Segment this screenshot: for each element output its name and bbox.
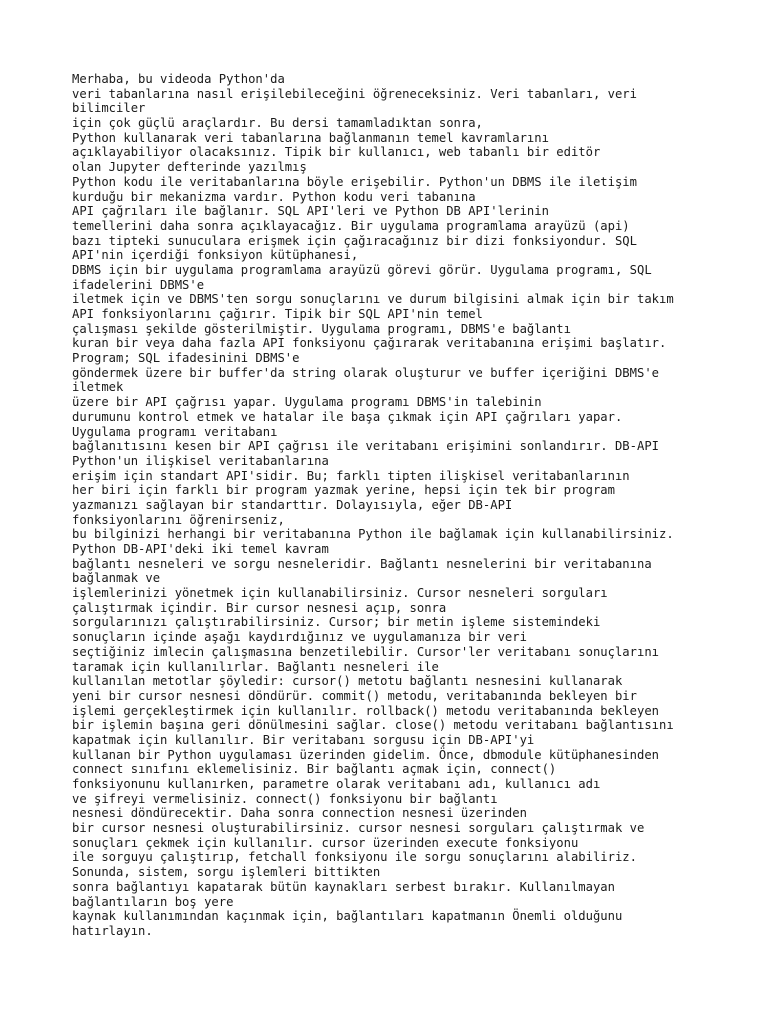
text-line: bağlantı nesneleri ve sorgu nesneleridir. Bağlantı nesnelerini bir veritabanına [72,556,652,571]
text-line: API'nin içerdiği fonksiyon kütüphanesi, [72,248,359,263]
text-line: göndermek üzere bir buffer'da string olarak oluşturur ve buffer içeriğini DBMS'e [72,365,659,380]
text-line: fonksiyonunu kullanırken, parametre olarak veritabanı adı, kullanıcı adı [72,777,601,791]
text-line: Uygulama programı veritabanı [72,424,278,439]
text-line: açıklayabiliyor olacaksınız. Tipik bir kullanıcı, web tabanlı bir editör [72,145,601,160]
text-line: bağlanıtısını kesen bir API çağrısı ile veritabanı erişimini sonlandırır. DB-API [72,439,659,454]
text-line: bir cursor nesnesi oluşturabilirsiniz. cursor nesnesi sorguları çalıştırmak ve [72,821,645,836]
text-line: Python kodu ile veritabanlarına böyle erişebilir. Python'un DBMS ile iletişim [72,174,637,189]
text-line: olan Jupyter defterinde yazılmış [72,160,307,175]
text-line: sonuçların içinde aşağı kaydırdığınız ve uygulamanıza bir veri [72,630,527,645]
text-line: erişim için standart API'sidir. Bu; farklı tipten ilişkisel veritabanlarının [72,468,630,483]
text-line: temellerini daha sonra açıklayacağız. Bir uygulama programlama arayüzü (api) [72,218,630,233]
text-line: yeni bir cursor nesnesi döndürür. commit() metodu, veritabanında bekleyen bir [72,688,637,703]
text-line: veri tabanlarına nasıl erişilebileceğini öğreneceksiniz. Veri tabanları, veri [72,86,637,101]
text-line: kuran bir veya daha fazla API fonksiyonu çağırarak veritabanına erişimi başlatır. [72,336,667,351]
text-line: sorgularınızı çalıştırabilirsiniz. Cursor; bir metin işleme sistemindeki [72,615,601,630]
text-line: kullanılan metotlar şöyledir: cursor() metotu bağlantı nesnesini kullanarak [72,674,623,689]
text-line: üzere bir API çağrısı yapar. Uygulama programı DBMS'in talebinin [72,395,542,410]
text-line: hatırlayın. [72,923,153,938]
text-line: kullanan bir Python uygulaması üzerinden gidelim. Önce, dbmodule kütüphanesinden [72,747,659,762]
text-line: ifadelerini DBMS'e [72,277,205,292]
text-line: durumunu kontrol etmek ve hatalar ile başa çıkmak için API çağrıları yapar. [72,409,623,424]
text-line: sonra bağlantıyı kapatarak bütün kaynakları serbest bırakır. Kullanılmayan [72,879,615,894]
text-line: Merhaba, bu videoda Python'da [72,72,285,86]
text-line: seçtiğiniz imlecin çalışmasına benzetilebilir. Cursor'ler veritabanı sonuçlarını [72,644,659,659]
text-line: için çok güçlü araçlardır. Bu dersi tamamladıktan sonra, [72,116,483,131]
text-line: bağlantıların boş yere [72,894,234,909]
text-line: ve şifreyi vermelisiniz. connect() fonksiyonu bir bağlantı [72,791,498,806]
text-line: kapatmak için kullanılır. Bir veritabanı sorgusu için DB-API'yi [72,732,535,747]
text-line: işlemi gerçekleştirmek için kullanılır. rollback() metodu veritabanında bekleyen [72,703,659,718]
text-line: iletmek için ve DBMS'ten sorgu sonuçlarını ve durum bilgisini almak için bir takım [72,292,674,307]
text-line: çalıştırmak içindir. Bir cursor nesnesi açıp, sonra [72,600,447,615]
text-line: Sonunda, sistem, sorgu işlemleri bittikten [72,865,381,880]
text-line: kaynak kullanımından kaçınmak için, bağlantıları kapatmanın Önemli olduğunu [72,909,623,924]
text-line: connect sınıfını eklemelisiniz. Bir bağlantı açmak için, connect() [72,762,557,777]
text-line: fonksiyonlarını öğrenirseniz, [72,512,285,527]
text-line: Python'un ilişkisel veritabanlarına [72,453,329,468]
text-line: bilimciler [72,101,146,116]
text-line: iletmek [72,380,124,395]
text-line: bağlanmak ve [72,571,161,586]
text-line: Python DB-API'deki iki temel kavram [72,542,329,556]
text-line: sonuçları çekmek için kullanılır. cursor üzerinden execute fonksiyonu [72,835,579,850]
text-line: yazmanızı sağlayan bir standarttır. Dolayısıyla, eğer DB-API [72,497,513,512]
text-line: API çağrıları ile bağlanır. SQL API'leri ve Python DB API'lerinin [72,204,549,219]
text-line: API fonksiyonlarını çağırır. Tipik bir SQL API'nin temel [72,307,483,321]
text-line: Python kullanarak veri tabanlarına bağlanmanın temel kavramlarını [72,130,549,145]
text-line: bu bilginizi herhangi bir veritabanına Python ile bağlamak için kullanabilirsiniz. [72,527,674,542]
text-line: Program; SQL ifadesinini DBMS'e [72,351,300,366]
text-line: DBMS için bir uygulama programlama arayüzü görevi görür. Uygulama programı, SQL [72,262,652,277]
text-line: bir işlemin başına geri dönülmesini sağlar. close() metodu veritabanı bağlantısını [72,718,674,733]
text-line: taramak için kullanılırlar. Bağlantı nesneleri ile [72,659,439,674]
text-line: nesnesi döndürecektir. Daha sonra connection nesnesi üzerinden [72,806,527,821]
text-line: bazı tipteki sunuculara erişmek için çağıracağınız bir dizi fonksiyondur. SQL [72,233,637,248]
text-line: her biri için farklı bir program yazmak yerine, hepsi için tek bir program [72,483,615,498]
text-line: işlemlerinizi yönetmek için kullanabilirsiniz. Cursor nesneleri sorguları [72,586,608,601]
text-line: kurduğu bir mekanizma vardır. Python kodu veri tabanına [72,189,476,204]
text-line: ile sorguyu çalıştırıp, fetchall fonksiyonu ile sorgu sonuçlarını alabiliriz. [72,850,637,865]
text-line: çalışması şekilde gösterilmiştir. Uygulama programı, DBMS'e bağlantı [72,321,571,336]
document-page [72,72,696,939]
